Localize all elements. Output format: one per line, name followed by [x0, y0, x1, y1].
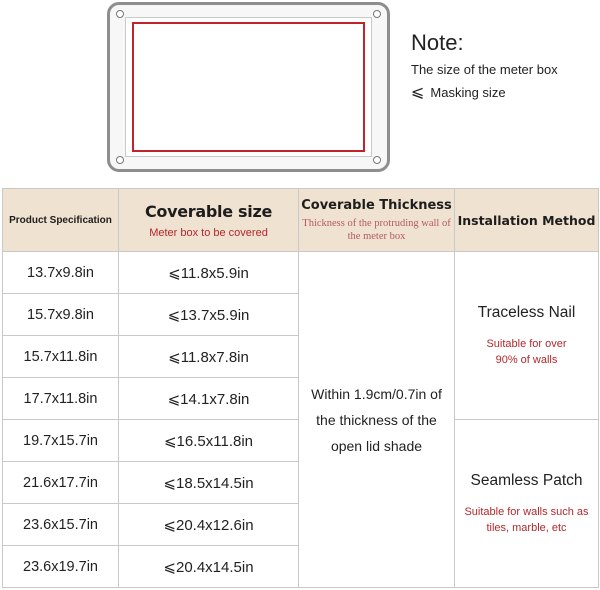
cover-cell: ⩽18.5x14.5in — [119, 462, 299, 504]
method-desc: Suitable for walls such as tiles, marble, etc — [464, 505, 589, 534]
header-spec: Product Specification — [3, 189, 119, 252]
less-equal-icon: ⩽ — [411, 84, 425, 101]
header-thickness: Coverable Thickness Thickness of the protruding wall of the meter box — [299, 189, 455, 252]
spec-cell: 23.6x15.7in — [3, 504, 119, 546]
method-traceless-nail — [455, 252, 599, 420]
cover-cell: ⩽14.1x7.8in — [119, 378, 299, 420]
table-row — [3, 252, 599, 294]
method-seamless-patch — [455, 420, 599, 588]
screw-hole-icon — [116, 156, 124, 164]
screw-hole-icon — [373, 156, 381, 164]
screw-hole-icon — [373, 10, 381, 18]
thickness-value: Within 1.9cm/0.7in of the thickness of the open lid shade — [311, 385, 442, 454]
thickness-cell — [299, 252, 455, 588]
note-mask-text: Masking size — [430, 84, 506, 100]
spec-cell: 21.6x17.7in — [3, 462, 119, 504]
header-installation: Installation Method — [455, 189, 599, 252]
header-coverable: Coverable size Meter box to be covered — [119, 189, 299, 252]
note-size-text: The size of the meter box — [411, 62, 558, 77]
masking-outline — [132, 22, 365, 152]
table-header-row — [3, 189, 599, 252]
cover-cell: ⩽16.5x11.8in — [119, 420, 299, 462]
note-mask-line — [411, 82, 506, 102]
note-title: Note: — [411, 30, 464, 55]
spec-cell: 23.6x19.7in — [3, 546, 119, 588]
spec-cell: 17.7x11.8in — [3, 378, 119, 420]
spec-table — [2, 188, 599, 588]
meter-box-illustration — [107, 2, 390, 172]
spec-cell: 19.7x15.7in — [3, 420, 119, 462]
cover-cell: ⩽20.4x12.6in — [119, 504, 299, 546]
cover-cell: ⩽20.4x14.5in — [119, 546, 299, 588]
spec-cell: 15.7x9.8in — [3, 294, 119, 336]
spec-cell: 13.7x9.8in — [3, 252, 119, 294]
cover-cell: ⩽11.8x7.8in — [119, 336, 299, 378]
method-desc: Suitable for over 90% of walls — [486, 337, 567, 366]
screw-hole-icon — [116, 10, 124, 18]
cover-cell: ⩽13.7x5.9in — [119, 294, 299, 336]
method-title: Traceless Nail — [477, 303, 576, 321]
spec-cell: 15.7x11.8in — [3, 336, 119, 378]
cover-cell: ⩽11.8x5.9in — [119, 252, 299, 294]
method-title: Seamless Patch — [470, 471, 583, 489]
